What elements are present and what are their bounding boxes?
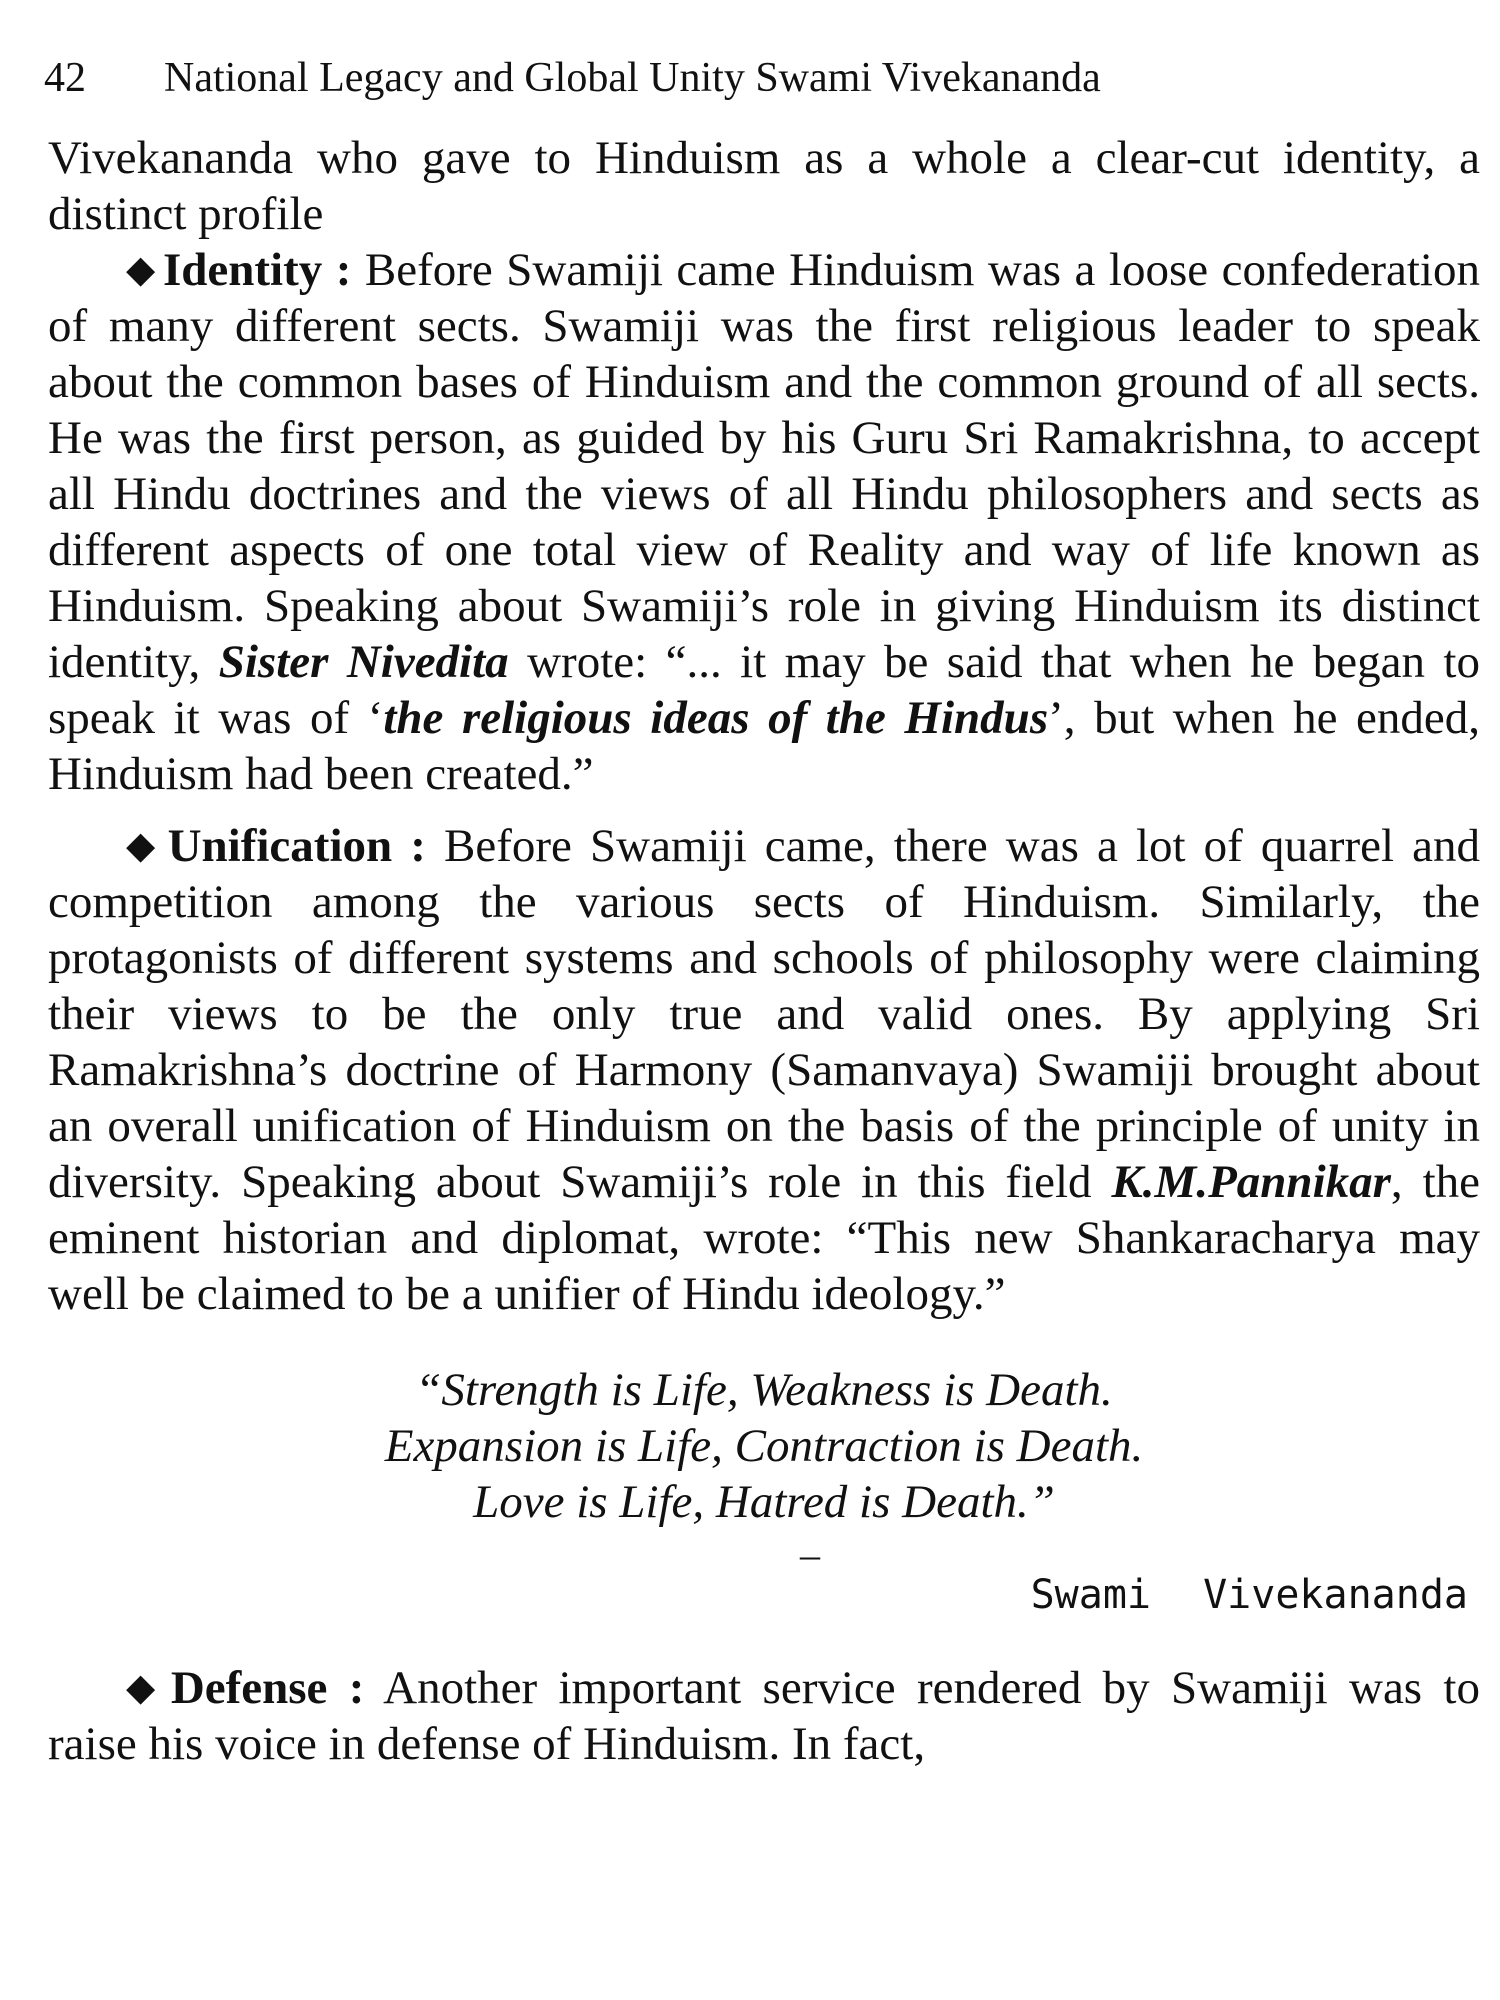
quotation [48,1362,1480,1530]
unification-text: Before Swamiji came, there was a lot of quarrel and competition among the various sects of Hinduism. Similarly, the protagonists of different systems and schools of philosophy were claiming their views to be the only true and valid ones. By applying Sri Ramakrishna’s doctrine of Harmony (Samanvaya) Swamiji brought about an overall unification of Hinduism on the basis of the principle of unity in diversity. Speaking about Swamiji’s role in this field [48,820,1480,1208]
quote-line: Love is Life, Hatred is Death.” [473,1476,1055,1528]
identity-text-end: ’, but when he ended, Hinduism had been created.” [48,692,1480,800]
diamond-bullet-icon: ◆ [126,249,157,291]
diamond-bullet-icon: ◆ [126,1667,165,1709]
unification-text-end: , the eminent historian and diplomat, wrote: “This new Shankaracharya may well be claimed to be a unifier of Hindu ideology.” [48,1156,1480,1320]
defense-section [48,1660,1480,1772]
defense-heading: Defense : [170,1662,365,1714]
attribution-dash: – [800,1532,820,1577]
unification-cited-name: K.M.Pannikar [1111,1156,1391,1208]
page-number: 42 [44,55,86,101]
identity-emphasis: the religious ideas of the Hindus [383,692,1049,744]
unification-section [48,818,1480,1322]
identity-text-continued: wrote: “... it may be said that when he began to speak it was of ‘ [48,636,1480,744]
running-header [44,46,1344,110]
page-body [48,130,1480,1772]
identity-cited-name: Sister Nivedita [218,636,509,688]
quote-line: “Strength is Life, Weakness is Death. [415,1364,1113,1416]
identity-section [48,242,1480,802]
intro-paragraph: Vivekananda who gave to Hinduism as a whole a clear-cut identity, a distinct profile [48,132,1480,240]
identity-heading: Identity : [162,244,352,296]
defense-text: Another important service rendered by Swamiji was to raise his voice in defense of Hinduism. In fact, [48,1662,1480,1770]
quote-attribution: Swami Vivekananda [1030,1572,1468,1618]
book-title: National Legacy and Global Unity Swami Vivekananda [164,55,1101,101]
diamond-bullet-icon: ◆ [126,825,162,867]
identity-text: Before Swamiji came Hinduism was a loose confederation of many different sects. Swamiji was the first religious leader to speak about the common bases of Hinduism and the common ground of all sects. He was the first person, as guided by his Guru Sri Ramakrishna, to accept all Hindu doctrines and the views of all Hindu philosophers and sects as different aspects of one total view of Reality and way of life known as Hinduism. Speaking about Swamiji’s role in giving Hinduism its distinct identity, [48,244,1480,688]
quote-line: Expansion is Life, Contraction is Death. [384,1420,1144,1472]
unification-heading: Unification : [167,820,426,872]
